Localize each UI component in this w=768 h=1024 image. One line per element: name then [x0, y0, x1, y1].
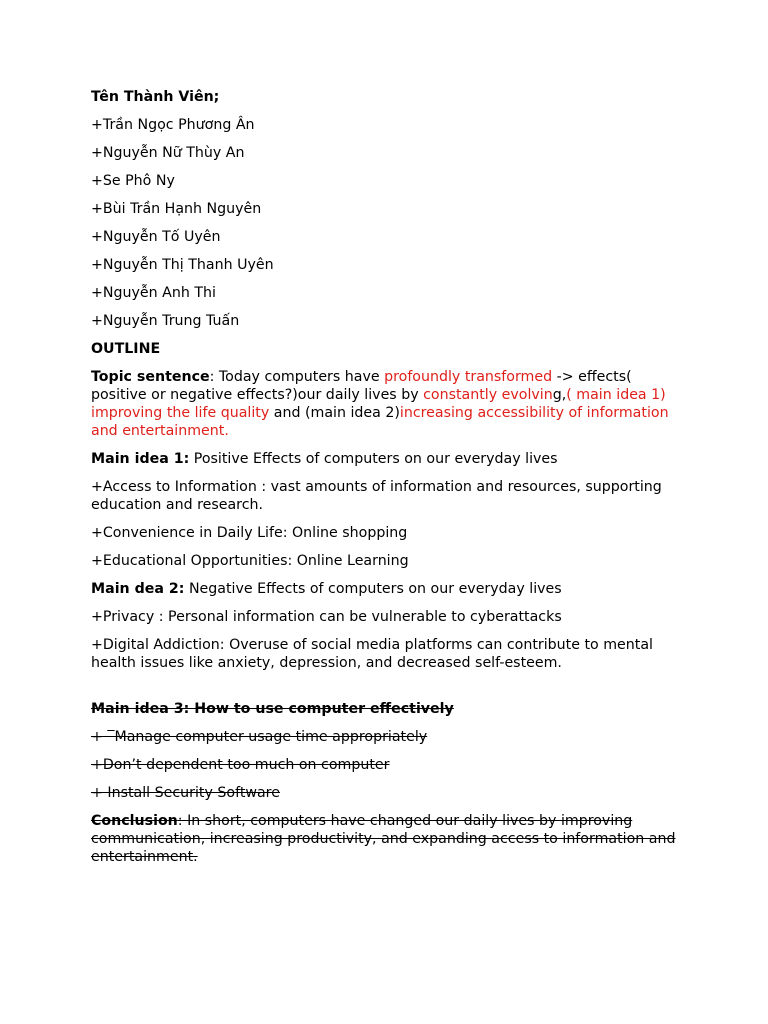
member-item: +Nguyễn Nữ Thùy An [91, 145, 245, 161]
members-heading: Tên Thành Viên; [91, 89, 220, 105]
document-body [91, 88, 691, 866]
main-idea-1 [91, 450, 691, 468]
topic-text: g, [552, 387, 567, 403]
main-idea-2-text: Negative Effects of computers on our everyday lives [184, 581, 562, 597]
member-item: +Trần Ngọc Phương Ân [91, 117, 255, 133]
member-item: +Nguyễn Trung Tuấn [91, 313, 240, 329]
member-item: +Se Phô Ny [91, 173, 175, 189]
topic-text: and (main idea 2) [269, 405, 400, 421]
topic-sentence [91, 368, 691, 440]
main-idea-2 [91, 580, 691, 598]
topic-highlight: increasing accessibility of information and entertainment. [91, 405, 669, 439]
main-idea-1-text: Positive Effects of computers on our everyday lives [189, 451, 558, 467]
main-idea-3-item: + Install Security Software [91, 785, 280, 801]
topic-highlight: ( main idea 1) improving the life quality [91, 387, 666, 421]
main-idea-1-label: Main idea 1: [91, 451, 190, 467]
main-idea-3-item: + ‾Manage computer usage time appropriately [91, 729, 428, 745]
conclusion-text: : In short, computers have changed our daily lives by improving communication, increasing productivity, and expanding access to information and entertainment. [91, 813, 676, 865]
topic-highlight: profoundly transformed [384, 369, 553, 385]
topic-text: -> effects( positive or negative effects?)our daily lives by [91, 369, 632, 403]
conclusion-label: Conclusion [91, 813, 178, 829]
member-item: +Nguyễn Thị Thanh Uyên [91, 257, 274, 273]
main-idea-3-heading: Main idea 3: How to use computer effectively [91, 701, 454, 717]
main-idea-1-item: +Access to Information : vast amounts of information and resources, supporting education and research. [91, 479, 662, 513]
main-idea-1-item: +Convenience in Daily Life: Online shopping [91, 525, 408, 541]
member-item: +Nguyễn Tố Uyên [91, 229, 221, 245]
member-item: +Nguyễn Anh Thi [91, 285, 216, 301]
topic-label: Topic sentence [91, 369, 210, 385]
main-idea-2-item: +Digital Addiction: Overuse of social media platforms can contribute to mental health issues like anxiety, depression, and decreased self-esteem. [91, 637, 653, 671]
main-idea-2-item: +Privacy : Personal information can be vulnerable to cyberattacks [91, 609, 562, 625]
conclusion [91, 812, 691, 866]
main-idea-3-item: +Don’t dependent too much on computer [91, 757, 390, 773]
outline-heading: OUTLINE [91, 341, 161, 357]
member-item: +Bùi Trần Hạnh Nguyên [91, 201, 262, 217]
topic-highlight: constantly evolvin [423, 387, 553, 403]
main-idea-2-label: Main dea 2: [91, 581, 185, 597]
main-idea-1-item: +Educational Opportunities: Online Learning [91, 553, 409, 569]
topic-text: : Today computers have [209, 369, 385, 385]
